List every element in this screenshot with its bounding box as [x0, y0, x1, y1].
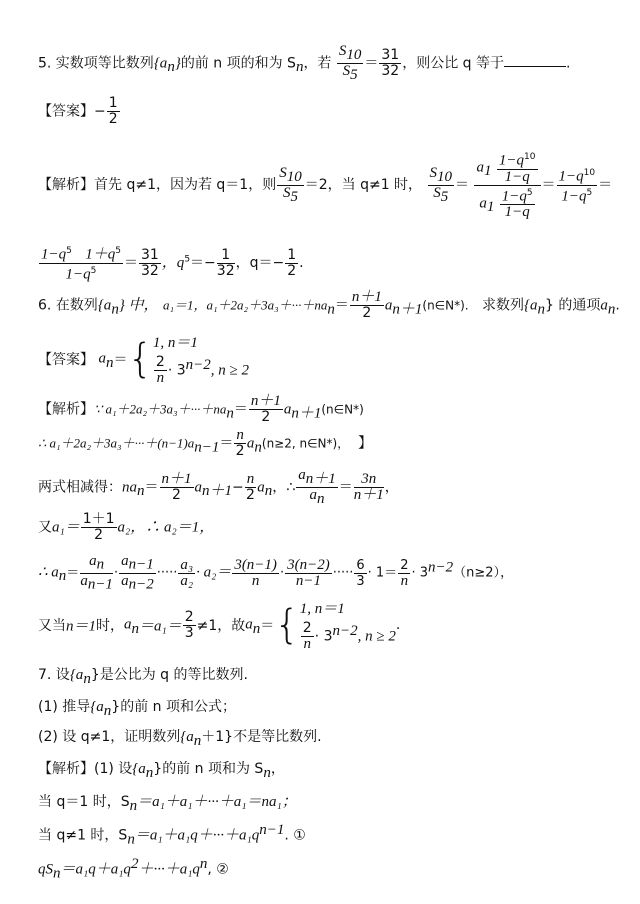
- problem-6-analysis-l6: [38, 598, 400, 652]
- q6-l5-f2n: a: [121, 553, 129, 569]
- q6-l5-g1d: n: [251, 572, 260, 589]
- problem-6-analysis-l5: [38, 554, 513, 592]
- q6-ans-cases: [153, 332, 249, 386]
- s5-sub: 5: [350, 66, 358, 83]
- q6-l5-mid2: · 1＝: [367, 565, 398, 581]
- problem-5-line2: [38, 244, 304, 282]
- s5-b-sub: 5: [440, 188, 449, 205]
- problem-7-statement: [38, 664, 248, 688]
- brace-icon: {: [127, 336, 153, 383]
- q6-l1-eq: ＝: [233, 401, 248, 418]
- q7-seq-sub: n: [83, 670, 91, 687]
- eq-sign: ＝: [364, 55, 379, 72]
- q6-l5-dot2: ·: [279, 565, 285, 581]
- q6-l3-b: a: [194, 479, 203, 496]
- num-31: 31: [381, 46, 400, 63]
- q6-l5-cond: （n≥2）: [453, 565, 501, 581]
- q6-after-sub: n＋1: [392, 301, 423, 318]
- l2-q-exp: 5: [184, 254, 191, 265]
- compound-fraction: [474, 150, 540, 220]
- q6-l5-mid: · a₂＝: [196, 564, 232, 581]
- q6-l5-g2d: n−1: [295, 572, 321, 589]
- problem-5-statement: [38, 44, 570, 83]
- problem-6-label: 6. 在数列: [38, 297, 98, 314]
- answer-label: 【答案】: [38, 103, 94, 120]
- eq-d: ＝: [598, 177, 613, 194]
- q6-l6-num: 2: [184, 608, 194, 625]
- q6-l4-a: a₁＝: [52, 519, 80, 536]
- q6-l5-dots2: ·····: [332, 565, 354, 581]
- q7-last-exp2: n: [199, 856, 208, 872]
- q6-l6-c2exp: n−2: [332, 623, 358, 639]
- res-num-exp: 10: [583, 168, 596, 178]
- l2-dot: .: [299, 255, 304, 272]
- q6-ask-seq: {a: [523, 297, 538, 314]
- q6-eq-sub: n: [327, 301, 335, 318]
- q6-l3-rden: n＋1: [353, 486, 384, 503]
- q6-l5-g3: [354, 558, 366, 589]
- q6-l3-c-sub: n: [264, 483, 273, 500]
- problem-5-if: ，若: [303, 55, 332, 72]
- q6-answer-label: 【答案】: [38, 352, 94, 369]
- q6-eq: a₁＝1，a₁＋2a₂＋3a₃＋···＋na: [163, 297, 328, 313]
- q6-l3-ratio: [296, 468, 338, 507]
- s5-b: S: [433, 184, 441, 201]
- q6-l6-f: a: [245, 616, 253, 633]
- q6-l5-g1: [232, 558, 279, 589]
- q6-l5-eq: ＝: [66, 565, 80, 581]
- eq-b: ＝: [455, 177, 470, 194]
- q6-l6-eq: ＝: [260, 618, 275, 635]
- seq-a-open: {a: [153, 55, 168, 72]
- q6-l5-f1: [80, 554, 113, 592]
- q7-last: qS: [38, 861, 53, 878]
- a1-bot: a: [479, 194, 487, 211]
- q6-l5-sub: n: [58, 568, 67, 585]
- q6-l3-a: na: [122, 479, 137, 496]
- q6-l2-end: 】: [358, 435, 373, 452]
- q6-fden: 2: [362, 305, 372, 321]
- answer-num: 1: [108, 95, 118, 111]
- q6-l5-f2n-sub: n−1: [128, 556, 154, 573]
- q6-l1-sub: n: [226, 405, 234, 422]
- l2-31-32: [139, 248, 161, 279]
- q6-ask-sub: n: [537, 301, 545, 318]
- problem-5-label: 5. 实数项等比数列: [38, 55, 154, 72]
- q6-l3-sub: n: [137, 483, 145, 500]
- q6-l6-c2n: 2: [302, 620, 312, 637]
- q6-l5-f3n: a₃: [180, 556, 194, 573]
- q6-l6-d: ＝a₁＝: [139, 618, 182, 635]
- l2-eq: ＝: [123, 255, 138, 272]
- problem-6-analysis-l3: [38, 468, 399, 507]
- q6-l1-a: ∵ a₁＋2a₂＋3a₃＋···＋na: [94, 401, 227, 417]
- problem-6-answer: [38, 332, 249, 386]
- q6-l1-cond: (n∈N*): [321, 402, 364, 417]
- q6-l5-f1d-sub: n−1: [87, 576, 113, 593]
- analysis-text1: 首先 q≠1，因为若 q＝1，则: [94, 177, 277, 194]
- q6-l2-tail: a: [246, 435, 255, 452]
- q6-l4-label: 又: [38, 519, 52, 536]
- q6-l3-rn: a: [298, 467, 306, 483]
- l2-half: [285, 248, 298, 279]
- q6-ask: 求数列: [481, 297, 524, 314]
- q7-seq-close: }是公比为 q 的等比数列.: [90, 667, 248, 683]
- q7-p2-seq: {a: [180, 729, 194, 745]
- q6-ans-case2-frac: [154, 355, 167, 386]
- analysis-label: 【解析】: [38, 177, 94, 194]
- line2-frac: [39, 244, 123, 282]
- problem-7-label: 7. 设: [38, 667, 70, 683]
- q6-ans-lhs: a: [98, 350, 106, 367]
- s10-s5-frac: [277, 166, 304, 205]
- minus-sign: −: [94, 103, 106, 120]
- s5: S: [282, 184, 291, 201]
- q6-frac: [350, 290, 384, 321]
- q7-p1-seq: {a: [90, 699, 104, 715]
- q6-l4-num: 1＋1: [82, 511, 115, 527]
- q6-l6-c: a: [124, 616, 132, 633]
- q6-l6-a: n＝1: [66, 618, 97, 635]
- q6-l3-rfrac: [354, 472, 384, 503]
- problem-6-analysis-l4: [38, 512, 214, 543]
- q6-l5-g3d: 3: [356, 573, 365, 589]
- s10-sub2: 10: [286, 168, 302, 185]
- q6-l2-eq: ＝: [219, 435, 234, 452]
- q7-last-sub: n: [53, 865, 61, 882]
- problem-6-analysis-l1: [38, 394, 364, 425]
- q6-l1-num: n＋1: [250, 393, 281, 409]
- q6-l6-c2d: n: [303, 636, 311, 653]
- q6-l3-eq: ＝: [144, 479, 159, 496]
- q6-l6-c2rest: · 3: [314, 628, 333, 645]
- s5-sym: S: [342, 62, 351, 79]
- q6-l4-frac: [81, 512, 117, 543]
- answer-den: 2: [108, 111, 118, 127]
- q6-l5-f1d: a: [80, 572, 88, 589]
- q7-analysis-end: ，: [270, 761, 285, 777]
- q7-case2-exp: n−1: [259, 822, 285, 838]
- answer-fraction: [107, 96, 120, 127]
- q6-l6-end: .: [395, 617, 401, 634]
- seq-a-close: }: [174, 55, 181, 72]
- q6-l1-tail-sub: n＋1: [291, 405, 322, 422]
- q6-l3-rd: a: [309, 486, 317, 503]
- l2-c-exp: 5: [90, 265, 97, 276]
- s10-b: S: [429, 164, 438, 181]
- q7-last-rest: ＝a₁q＋a₁q: [60, 861, 131, 878]
- l2-1: 1: [217, 248, 235, 264]
- q6-l1-frac: [249, 394, 283, 425]
- q6-ask-close: } 的通项: [544, 297, 601, 314]
- problem-7-part1: [38, 696, 236, 720]
- q6-cond: (n∈N*).: [422, 298, 469, 313]
- answer-blank: [504, 54, 566, 67]
- q6-l4-den: 2: [94, 527, 104, 543]
- q6-l5-pow: · 3: [411, 565, 429, 581]
- problem-7-analysis: [38, 758, 285, 782]
- s10: S: [279, 164, 287, 181]
- a1-top: a: [476, 159, 484, 176]
- top-inner-exp: 10: [524, 152, 536, 162]
- q7-case1-sub: n: [129, 797, 138, 814]
- q6-l6-label: 又当: [38, 618, 66, 635]
- q7-analysis-s-sub: n: [263, 764, 271, 781]
- q6-l3-req: ＝: [338, 479, 353, 496]
- s10-over-s5: [337, 44, 364, 83]
- q6-l2-tail-sub: n: [254, 439, 262, 456]
- q7-p2-sub: n: [193, 732, 202, 749]
- problem-5-answer: [38, 96, 121, 127]
- problem-7-part2: [38, 726, 322, 750]
- q6-ans-lhs-sub: n: [105, 354, 114, 371]
- l2-f1: 1: [287, 246, 297, 263]
- a1-bot-sub: 1: [486, 198, 495, 215]
- a1-top-sub: 1: [483, 163, 492, 180]
- q6-l6-b: 时，: [96, 618, 125, 635]
- q6-l5-g2n: 3(n−2): [287, 556, 330, 573]
- problem-7-case2: [38, 822, 306, 848]
- q7-p2-close: ＋1}不是等比数列.: [201, 729, 322, 745]
- q6-l2-num: n: [236, 427, 244, 443]
- res-den-exp: 5: [586, 187, 593, 198]
- problem-6-statement: [38, 290, 620, 321]
- q6-seq: {a: [97, 297, 112, 314]
- q6-l3-num: n＋1: [161, 470, 192, 487]
- q6-l5-g3n: 6: [356, 557, 365, 573]
- q6-c2d: n: [156, 370, 165, 387]
- sn-sub: n: [295, 59, 304, 76]
- l2-b-exp: 5: [115, 246, 121, 256]
- l2-c: 1−q: [65, 266, 91, 283]
- q6-l5-a: ∴ a: [38, 564, 59, 581]
- l2-1-32: [217, 248, 235, 279]
- q6-l6-f-sub: n: [252, 620, 261, 637]
- q6-l5-h1d: n: [400, 572, 409, 589]
- q6-l6-den: 3: [184, 624, 194, 641]
- l2-q: ，q: [161, 255, 185, 272]
- q6-fnum: n＋1: [351, 289, 382, 305]
- q6-l3-den2: 2: [246, 486, 255, 503]
- q7-p2: (2) 设 q≠1，证明数列: [38, 729, 181, 745]
- problem-5-tail: ，则公比 q 等于: [402, 55, 505, 72]
- q6-c2n: 2: [155, 354, 165, 371]
- q6-l6-frac: [183, 610, 196, 641]
- bot-inner-exp: 5: [526, 187, 533, 198]
- q6-ask-end: .: [615, 297, 620, 314]
- top-inner-den: 1−q: [504, 168, 530, 185]
- q6-l2-cond: (n≥2, n∈N*)，: [261, 436, 350, 451]
- q6-l6-c-sub: n: [131, 620, 140, 637]
- problem-5-mid: 的前 n 项的和为 S: [180, 55, 296, 72]
- s10-s5-frac-2: [428, 166, 455, 205]
- q7-case1-rest: ＝a₁＋a₁＋···＋a₁＝na₁；: [137, 794, 297, 810]
- q6-l3-rnum: 3n: [354, 472, 384, 488]
- q6-l6-case1: 1, n＝1: [299, 601, 345, 617]
- q7-last-rest2: ＋···＋a₁q: [138, 861, 200, 878]
- problem-7-case1: [38, 790, 297, 815]
- q7-case2-sub: n: [127, 831, 135, 848]
- q6-ask-a-sub: n: [607, 301, 616, 318]
- q6-l5-dot1: ·: [113, 565, 119, 581]
- q6-l5-f2d-sub: n−2: [128, 576, 154, 593]
- l2-f2: 2: [287, 262, 297, 279]
- q6-l2-a: ∴ a₁＋2a₂＋3a₃＋···＋(n−1)a: [38, 435, 195, 451]
- l2-32b: 32: [216, 262, 235, 279]
- q6-l5-end: ，: [500, 565, 514, 581]
- q6-l6-cases: [300, 598, 396, 652]
- ratio-31-32: [379, 48, 401, 79]
- q7-analysis-sub: n: [145, 764, 154, 781]
- q7-last-exp: 2: [130, 856, 139, 872]
- q6-l3-f2: [245, 472, 257, 503]
- q6-l5-f1n-sub: n: [96, 556, 105, 573]
- analysis-eq2: ＝2，当 q≠1 时，: [304, 177, 423, 194]
- l2-b: 1＋q: [85, 246, 116, 263]
- q7-case2: 当 q≠1 时，S: [38, 827, 128, 844]
- q6-l6-case2-frac: [301, 621, 314, 652]
- problem-5-analysis: [38, 150, 612, 220]
- q6-l5-dots: ·····: [156, 565, 178, 581]
- q6-c2exp: n−2: [185, 357, 211, 373]
- q6-l3-rd-sub: n: [316, 490, 325, 507]
- q7-case2-mark: . ①: [284, 827, 306, 844]
- q6-l5-f3: [178, 558, 195, 589]
- q6-l5-g1n: 3(n−1): [234, 556, 277, 573]
- q6-eq2: ＝: [334, 297, 349, 314]
- q6-l5-h1: [398, 558, 410, 589]
- period: .: [566, 55, 571, 72]
- q7-p1-sub: n: [103, 702, 112, 719]
- q6-ans-case1: 1, n＝1: [152, 335, 198, 351]
- den-32: 32: [381, 62, 400, 79]
- q6-analysis-label: 【解析】: [38, 401, 94, 418]
- s10-sub: 10: [346, 46, 362, 63]
- q6-l1-tail: a: [283, 401, 292, 418]
- top-inner-frac: [497, 150, 538, 185]
- l2-32: 32: [140, 262, 159, 279]
- q6-l4-b: a₂，∴ a₂＝1，: [117, 519, 215, 536]
- seq-a-sub: n: [167, 59, 175, 76]
- q6-l5-f1n: a: [89, 553, 97, 569]
- q6-l5-f2: [119, 554, 156, 592]
- top-inner-num: 1−q: [498, 152, 525, 169]
- bot-inner-frac: [500, 186, 535, 221]
- s10-b-sub: 10: [437, 168, 453, 185]
- q6-l5-f2d: a: [121, 572, 129, 589]
- problem-6-analysis-l2: [38, 428, 372, 459]
- q7-case2-rest: ＝a₁＋a₁q＋···＋a₁q: [134, 827, 260, 844]
- bot-inner-num: 1−q: [501, 188, 527, 205]
- q6-l3-f1: [160, 472, 194, 503]
- q6-l5-h1n: 2: [400, 557, 409, 573]
- q6-c2rest: · 3: [167, 362, 186, 379]
- q7-case1: 当 q＝1 时，S: [38, 794, 130, 810]
- l2-31: 31: [140, 246, 159, 263]
- q7-p1: (1) 推导: [38, 699, 91, 715]
- q6-l3-num2: n: [246, 470, 255, 487]
- eq-c: ＝: [541, 177, 556, 194]
- l2-final: ，q＝−: [235, 255, 285, 272]
- q6-l3-end: ，: [384, 479, 399, 496]
- res-den: 1−q: [561, 188, 587, 205]
- q6-l3-therefore: ，∴: [272, 479, 296, 496]
- q6-l2-den: 2: [235, 443, 245, 459]
- q7-analysis-text: (1) 设: [94, 761, 133, 777]
- q6-seq-close: } 中，: [118, 297, 159, 314]
- q6-l1-den: 2: [261, 409, 271, 425]
- q6-c2cond: , n ≥ 2: [210, 362, 249, 379]
- result-frac: [557, 166, 598, 204]
- q6-l2-sub: n−1: [194, 439, 220, 456]
- l2-a-exp: 5: [66, 246, 72, 256]
- q6-l5-g2: [285, 558, 332, 589]
- q6-l6-c2cond: , n ≥ 2: [357, 628, 396, 645]
- q6-seq-sub: n: [111, 301, 119, 318]
- q7-last-mark: , ②: [207, 861, 229, 878]
- bot-inner-den: 1−q: [504, 204, 530, 221]
- brace-icon: {: [274, 602, 300, 649]
- q7-analysis-label: 【解析】: [38, 761, 94, 777]
- q6-l3-den: 2: [172, 486, 181, 503]
- q7-analysis-seq: {a: [132, 761, 146, 777]
- l2-qeq: ＝−: [190, 255, 216, 272]
- q6-l3-b-sub: n＋1: [202, 483, 233, 500]
- q6-ans-eq: ＝: [113, 352, 128, 369]
- q6-ask-a: a: [600, 297, 608, 314]
- s5-sub2: 5: [290, 188, 298, 205]
- q6-l5-pow-exp: n−2: [428, 559, 454, 576]
- q6-after: a: [384, 297, 393, 314]
- q7-seq: {a: [69, 667, 84, 683]
- q6-l3-rn-sub: n＋1: [305, 470, 336, 487]
- q6-l3-label: 两式相减得：: [38, 479, 122, 496]
- q6-l6-e: ≠1，故: [196, 618, 246, 635]
- problem-7-last: [38, 856, 229, 882]
- q7-analysis-close: }的前 n 项和为 S: [153, 761, 264, 777]
- l2-a: 1−q: [41, 246, 67, 263]
- q6-l3-c: a: [257, 479, 265, 496]
- q7-p1-close: }的前 n 项和公式；: [111, 699, 236, 715]
- q6-l3-minus: −: [232, 479, 244, 496]
- res-num: 1−q: [558, 168, 584, 185]
- q6-l5-f3d: a₂: [180, 572, 194, 589]
- q6-l2-frac: [234, 428, 246, 459]
- s10-sym: S: [338, 43, 347, 59]
